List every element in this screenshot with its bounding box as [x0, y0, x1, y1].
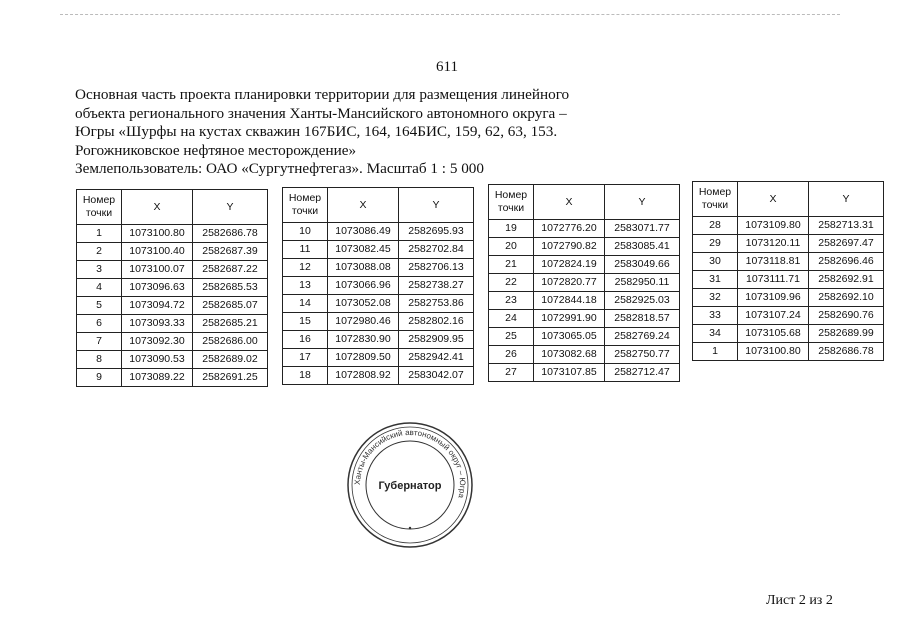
point-number: 31: [693, 271, 738, 289]
table-row: [283, 313, 474, 331]
sheet-counter: Лист 2 из 2: [766, 593, 833, 608]
y-coordinate: 2582695.93: [399, 223, 474, 241]
x-coordinate: 1073111.71: [738, 271, 809, 289]
table-row: [283, 223, 474, 241]
table-row: [489, 310, 680, 328]
table-row: [283, 331, 474, 349]
point-number: 15: [283, 313, 328, 331]
header-x: X: [534, 185, 605, 220]
x-coordinate: 1073105.68: [738, 325, 809, 343]
x-coordinate: 1073090.53: [122, 351, 193, 369]
table-row: [693, 289, 884, 307]
title-line: Рогожниковское нефтяное месторождение»: [75, 141, 357, 159]
x-coordinate: 1073082.45: [328, 241, 399, 259]
table-row: [77, 333, 268, 351]
x-coordinate: 1073093.33: [122, 315, 193, 333]
x-coordinate: 1072790.82: [534, 238, 605, 256]
table-header-row: [693, 182, 884, 217]
table-row: [693, 325, 884, 343]
scan-edge-line: [60, 14, 840, 15]
table-row: [489, 292, 680, 310]
point-number: 6: [77, 315, 122, 333]
y-coordinate: 2582697.47: [809, 235, 884, 253]
x-coordinate: 1072844.18: [534, 292, 605, 310]
header-x: X: [738, 182, 809, 217]
point-number: 34: [693, 325, 738, 343]
coordinates-table-3: [488, 184, 680, 382]
y-coordinate: 2582687.22: [193, 261, 268, 279]
x-coordinate: 1072991.90: [534, 310, 605, 328]
x-coordinate: 1072808.92: [328, 367, 399, 385]
document-title: [75, 86, 569, 179]
y-coordinate: 2582909.95: [399, 331, 474, 349]
point-number: 18: [283, 367, 328, 385]
y-coordinate: 2582696.46: [809, 253, 884, 271]
table-row: [283, 349, 474, 367]
header-point-number: Номер точки: [489, 185, 534, 220]
x-coordinate: 1073118.81: [738, 253, 809, 271]
point-number: 16: [283, 331, 328, 349]
table-row: [693, 217, 884, 235]
point-number: 22: [489, 274, 534, 292]
y-coordinate: 2582713.31: [809, 217, 884, 235]
table-row: [489, 328, 680, 346]
header-point-number: Номер точки: [77, 190, 122, 225]
y-coordinate: 2582691.25: [193, 369, 268, 387]
y-coordinate: 2583049.66: [605, 256, 680, 274]
table-row: [283, 259, 474, 277]
x-coordinate: 1073107.24: [738, 307, 809, 325]
x-coordinate: 1072830.90: [328, 331, 399, 349]
page-number: 611: [436, 59, 458, 75]
header-point-number: Номер точки: [283, 188, 328, 223]
x-coordinate: 1073107.85: [534, 364, 605, 382]
table-row: [77, 225, 268, 243]
x-coordinate: 1073109.96: [738, 289, 809, 307]
x-coordinate: 1073065.05: [534, 328, 605, 346]
table-row: [77, 261, 268, 279]
x-coordinate: 1073092.30: [122, 333, 193, 351]
header-y: Y: [399, 188, 474, 223]
x-coordinate: 1072980.46: [328, 313, 399, 331]
y-coordinate: 2582950.11: [605, 274, 680, 292]
x-coordinate: 1073100.40: [122, 243, 193, 261]
x-coordinate: 1073066.96: [328, 277, 399, 295]
y-coordinate: 2582753.86: [399, 295, 474, 313]
x-coordinate: 1072809.50: [328, 349, 399, 367]
x-coordinate: 1073086.49: [328, 223, 399, 241]
table-row: [489, 256, 680, 274]
title-line: Югры «Шурфы на кустах скважин 167БИС, 164, 164БИС, 159, 62, 63, 153.: [75, 123, 558, 140]
point-number: 32: [693, 289, 738, 307]
table-row: [693, 235, 884, 253]
table-row: [77, 279, 268, 297]
y-coordinate: 2582685.07: [193, 297, 268, 315]
title-line: Землепользователь: ОАО «Сургутнефтегаз». Масштаб 1 : 5 000: [75, 160, 484, 177]
table-row: [489, 346, 680, 364]
x-coordinate: 1073100.80: [738, 343, 809, 361]
x-coordinate: 1073088.08: [328, 259, 399, 277]
point-number: 8: [77, 351, 122, 369]
point-number: 12: [283, 259, 328, 277]
table-row: [283, 277, 474, 295]
point-number: 25: [489, 328, 534, 346]
y-coordinate: 2582706.13: [399, 259, 474, 277]
y-coordinate: 2582769.24: [605, 328, 680, 346]
table-row: [693, 343, 884, 361]
table-row: [77, 369, 268, 387]
header-point-number: Номер точки: [693, 182, 738, 217]
point-number: 5: [77, 297, 122, 315]
x-coordinate: 1073089.22: [122, 369, 193, 387]
table-row: [283, 367, 474, 385]
x-coordinate: 1073100.80: [122, 225, 193, 243]
y-coordinate: 2582687.39: [193, 243, 268, 261]
stamp-center-text: Губернатор: [378, 480, 442, 492]
y-coordinate: 2582702.84: [399, 241, 474, 259]
y-coordinate: 2582738.27: [399, 277, 474, 295]
point-number: 27: [489, 364, 534, 382]
coordinates-table-1: [76, 189, 268, 387]
table-row: [489, 238, 680, 256]
point-number: 3: [77, 261, 122, 279]
point-number: 26: [489, 346, 534, 364]
y-coordinate: 2582925.03: [605, 292, 680, 310]
point-number: 13: [283, 277, 328, 295]
table-row: [77, 315, 268, 333]
header-y: Y: [605, 185, 680, 220]
y-coordinate: 2582690.76: [809, 307, 884, 325]
y-coordinate: 2582692.91: [809, 271, 884, 289]
y-coordinate: 2582818.57: [605, 310, 680, 328]
point-number: 29: [693, 235, 738, 253]
y-coordinate: 2582750.77: [605, 346, 680, 364]
point-number: 17: [283, 349, 328, 367]
y-coordinate: 2582685.21: [193, 315, 268, 333]
point-number: 19: [489, 220, 534, 238]
table-row: [77, 351, 268, 369]
header-y: Y: [809, 182, 884, 217]
table-row: [489, 274, 680, 292]
table-row: [693, 271, 884, 289]
point-number: 1: [693, 343, 738, 361]
point-number: 7: [77, 333, 122, 351]
y-coordinate: 2583042.07: [399, 367, 474, 385]
x-coordinate: 1072776.20: [534, 220, 605, 238]
header-x: X: [328, 188, 399, 223]
point-number: 4: [77, 279, 122, 297]
y-coordinate: 2582686.78: [193, 225, 268, 243]
coordinates-table-2: [282, 187, 474, 385]
y-coordinate: 2582689.02: [193, 351, 268, 369]
point-number: 28: [693, 217, 738, 235]
point-number: 30: [693, 253, 738, 271]
point-number: 10: [283, 223, 328, 241]
x-coordinate: 1072820.77: [534, 274, 605, 292]
governor-seal-stamp: [345, 420, 475, 550]
y-coordinate: 2582686.00: [193, 333, 268, 351]
header-x: X: [122, 190, 193, 225]
y-coordinate: 2583071.77: [605, 220, 680, 238]
y-coordinate: 2582942.41: [399, 349, 474, 367]
y-coordinate: 2583085.41: [605, 238, 680, 256]
point-number: 11: [283, 241, 328, 259]
y-coordinate: 2582712.47: [605, 364, 680, 382]
table-row: [77, 297, 268, 315]
table-row: [489, 220, 680, 238]
x-coordinate: 1073120.11: [738, 235, 809, 253]
x-coordinate: 1073082.68: [534, 346, 605, 364]
y-coordinate: 2582685.53: [193, 279, 268, 297]
stamp-ring-text: Ханты-Мансийский автономный округ – Югра: [352, 427, 468, 499]
point-number: 21: [489, 256, 534, 274]
point-number: 23: [489, 292, 534, 310]
title-line: объекта регионального значения Ханты-Мансийского автономного округа –: [75, 104, 567, 122]
point-number: 33: [693, 307, 738, 325]
table-row: [77, 243, 268, 261]
y-coordinate: 2582689.99: [809, 325, 884, 343]
table-header-row: [77, 190, 268, 225]
table-row: [489, 364, 680, 382]
point-number: 1: [77, 225, 122, 243]
header-y: Y: [193, 190, 268, 225]
table-header-row: [489, 185, 680, 220]
x-coordinate: 1073052.08: [328, 295, 399, 313]
point-number: 2: [77, 243, 122, 261]
point-number: 20: [489, 238, 534, 256]
table-row: [693, 307, 884, 325]
title-line: Основная часть проекта планировки территории для размещения линейного: [75, 86, 570, 103]
table-row: [693, 253, 884, 271]
point-number: 9: [77, 369, 122, 387]
y-coordinate: 2582686.78: [809, 343, 884, 361]
point-number: 14: [283, 295, 328, 313]
table-header-row: [283, 188, 474, 223]
x-coordinate: 1072824.19: [534, 256, 605, 274]
x-coordinate: 1073109.80: [738, 217, 809, 235]
y-coordinate: 2582802.16: [399, 313, 474, 331]
coordinates-table-4: [692, 181, 884, 361]
x-coordinate: 1073094.72: [122, 297, 193, 315]
table-row: [283, 241, 474, 259]
point-number: 24: [489, 310, 534, 328]
x-coordinate: 1073096.63: [122, 279, 193, 297]
y-coordinate: 2582692.10: [809, 289, 884, 307]
x-coordinate: 1073100.07: [122, 261, 193, 279]
table-row: [283, 295, 474, 313]
